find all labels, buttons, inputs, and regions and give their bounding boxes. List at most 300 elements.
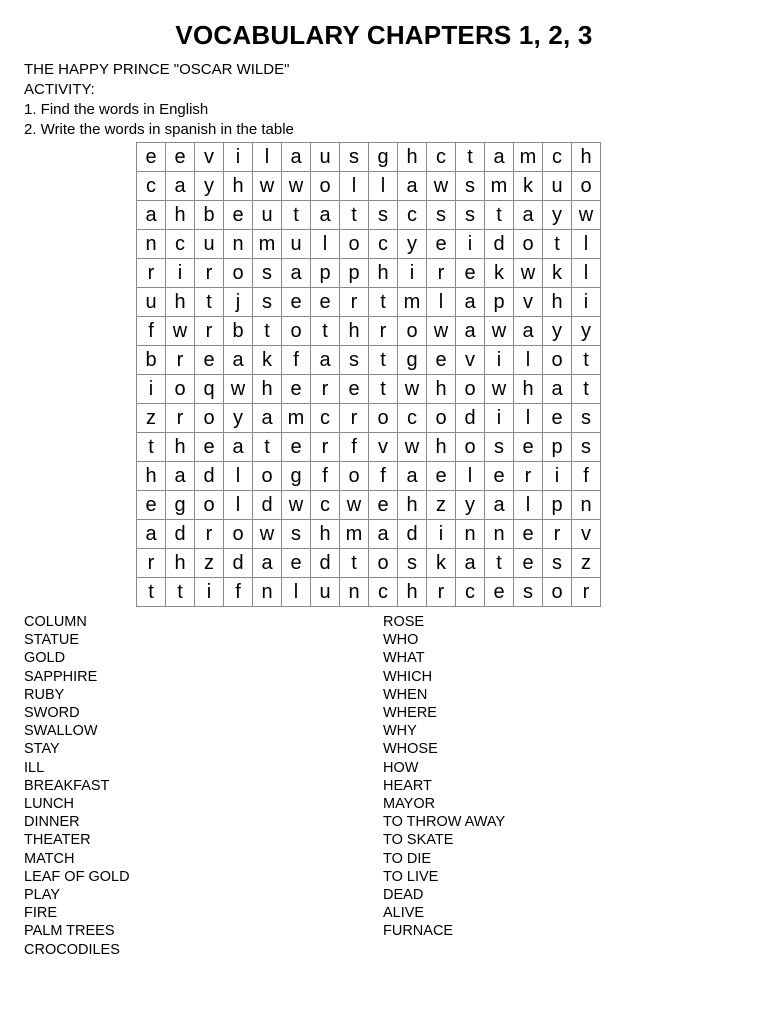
grid-cell: f (311, 462, 340, 491)
grid-cell: a (456, 288, 485, 317)
grid-cell: l (572, 259, 601, 288)
word-list-left (24, 613, 130, 959)
grid-cell: r (195, 259, 224, 288)
grid-cell: r (166, 346, 195, 375)
story-title: THE HAPPY PRINCE "OSCAR WILDE" (24, 61, 290, 78)
grid-cell: e (485, 462, 514, 491)
grid-cell: o (369, 404, 398, 433)
grid-cell: t (340, 201, 369, 230)
grid-row (137, 578, 601, 607)
grid-cell: r (166, 404, 195, 433)
vocab-word: SAPPHIRE (24, 668, 98, 685)
grid-cell: a (485, 143, 514, 172)
grid-cell: s (369, 201, 398, 230)
grid-cell: s (514, 578, 543, 607)
grid-cell: h (369, 259, 398, 288)
grid-cell: y (572, 317, 601, 346)
grid-cell: l (311, 230, 340, 259)
grid-cell: a (485, 491, 514, 520)
instruction-2: 2. Write the words in spanish in the table (24, 121, 294, 138)
grid-cell: r (340, 404, 369, 433)
vocab-word: TO THROW AWAY (383, 814, 506, 831)
vocab-word: WHAT (383, 650, 425, 667)
grid-cell: t (195, 288, 224, 317)
grid-cell: s (456, 172, 485, 201)
grid-cell: n (340, 578, 369, 607)
grid-cell: n (485, 520, 514, 549)
grid-cell: i (456, 230, 485, 259)
grid-cell: e (427, 346, 456, 375)
grid-cell: a (456, 549, 485, 578)
grid-cell: f (369, 462, 398, 491)
grid-cell: v (369, 433, 398, 462)
grid-cell: c (166, 230, 195, 259)
grid-cell: a (369, 520, 398, 549)
grid-cell: e (514, 433, 543, 462)
vocab-word: WHO (383, 632, 419, 649)
grid-cell: c (369, 578, 398, 607)
grid-cell: a (514, 317, 543, 346)
grid-cell: t (369, 288, 398, 317)
grid-cell: h (137, 462, 166, 491)
grid-cell: a (398, 462, 427, 491)
grid-cell: o (543, 578, 572, 607)
grid-cell: i (485, 346, 514, 375)
grid-cell: o (224, 259, 253, 288)
grid-row (137, 201, 601, 230)
grid-cell: k (514, 172, 543, 201)
grid-cell: s (282, 520, 311, 549)
grid-cell: a (253, 404, 282, 433)
grid-cell: s (253, 259, 282, 288)
grid-cell: t (340, 549, 369, 578)
vocab-word: LEAF OF GOLD (24, 868, 130, 885)
grid-cell: o (224, 520, 253, 549)
vocab-word: MAYOR (383, 796, 436, 813)
grid-cell: e (514, 549, 543, 578)
word-search-grid (136, 142, 601, 607)
vocab-word: COLUMN (24, 614, 87, 630)
grid-cell: t (369, 346, 398, 375)
grid-cell: r (137, 549, 166, 578)
grid-cell: l (427, 288, 456, 317)
grid-cell: z (195, 549, 224, 578)
grid-cell: l (253, 143, 282, 172)
grid-cell: a (137, 201, 166, 230)
grid-cell: s (572, 404, 601, 433)
grid-cell: s (456, 201, 485, 230)
grid-cell: k (543, 259, 572, 288)
vocab-word: HOW (383, 759, 419, 776)
grid-cell: e (195, 346, 224, 375)
grid-cell: h (224, 172, 253, 201)
grid-cell: w (282, 491, 311, 520)
grid-cell: l (514, 491, 543, 520)
grid-cell: t (137, 433, 166, 462)
grid-row (137, 288, 601, 317)
grid-cell: o (369, 549, 398, 578)
grid-cell: e (311, 288, 340, 317)
vocab-word: STAY (24, 741, 60, 758)
grid-cell: s (485, 433, 514, 462)
grid-cell: l (340, 172, 369, 201)
grid-cell: a (514, 201, 543, 230)
grid-cell: w (485, 317, 514, 346)
grid-cell: r (427, 259, 456, 288)
grid-cell: r (543, 520, 572, 549)
grid-cell: c (137, 172, 166, 201)
grid-row (137, 491, 601, 520)
grid-cell: t (253, 433, 282, 462)
grid-cell: e (369, 491, 398, 520)
vocab-word: WHY (383, 723, 417, 740)
grid-cell: w (572, 201, 601, 230)
vocab-word: WHOSE (383, 741, 438, 758)
grid-cell: o (572, 172, 601, 201)
grid-cell: w (514, 259, 543, 288)
grid-cell: e (456, 259, 485, 288)
word-list-right (383, 613, 505, 941)
grid-cell: m (398, 288, 427, 317)
activity-label: ACTIVITY: (24, 81, 95, 98)
grid-cell: a (224, 433, 253, 462)
grid-cell: t (137, 578, 166, 607)
grid-cell: s (340, 346, 369, 375)
grid-cell: c (311, 404, 340, 433)
vocab-word: FURNACE (383, 923, 454, 940)
grid-cell: a (166, 462, 195, 491)
grid-cell: w (224, 375, 253, 404)
grid-cell: o (282, 317, 311, 346)
grid-cell: h (514, 375, 543, 404)
grid-cell: e (282, 288, 311, 317)
vocab-word: SWALLOW (24, 723, 98, 740)
grid-cell: a (282, 259, 311, 288)
grid-cell: i (572, 288, 601, 317)
grid-cell: p (485, 288, 514, 317)
grid-row (137, 317, 601, 346)
grid-cell: w (340, 491, 369, 520)
grid-row (137, 433, 601, 462)
grid-cell: o (195, 404, 224, 433)
grid-cell: b (224, 317, 253, 346)
grid-cell: c (543, 143, 572, 172)
grid-cell: v (572, 520, 601, 549)
grid-cell: h (543, 288, 572, 317)
vocab-word: TO SKATE (383, 832, 454, 849)
grid-cell: o (456, 433, 485, 462)
grid-cell: r (311, 433, 340, 462)
grid-cell: w (485, 375, 514, 404)
grid-cell: o (311, 172, 340, 201)
grid-cell: u (195, 230, 224, 259)
grid-cell: t (572, 375, 601, 404)
grid-cell: p (340, 259, 369, 288)
grid-cell: d (224, 549, 253, 578)
grid-cell: p (543, 433, 572, 462)
grid-cell: g (369, 143, 398, 172)
grid-cell: k (485, 259, 514, 288)
grid-cell: n (456, 520, 485, 549)
grid-cell: m (282, 404, 311, 433)
vocab-word: LUNCH (24, 796, 74, 813)
grid-cell: d (195, 462, 224, 491)
grid-row (137, 346, 601, 375)
grid-cell: i (166, 259, 195, 288)
grid-cell: i (398, 259, 427, 288)
grid-cell: v (195, 143, 224, 172)
grid-cell: e (340, 375, 369, 404)
instruction-1: 1. Find the words in English (24, 101, 209, 118)
vocab-word: PLAY (24, 887, 61, 904)
vocab-word: ROSE (383, 614, 425, 630)
grid-cell: a (166, 172, 195, 201)
grid-cell: e (514, 520, 543, 549)
vocab-word: PALM TREES (24, 923, 115, 940)
grid-cell: y (543, 201, 572, 230)
grid-cell: h (427, 375, 456, 404)
grid-cell: t (485, 201, 514, 230)
grid-cell: z (572, 549, 601, 578)
grid-cell: t (456, 143, 485, 172)
grid-cell: w (427, 172, 456, 201)
grid-cell: d (398, 520, 427, 549)
vocab-word: CROCODILES (24, 941, 120, 958)
grid-cell: n (572, 491, 601, 520)
grid-cell: o (340, 462, 369, 491)
grid-cell: k (253, 346, 282, 375)
grid-cell: v (514, 288, 543, 317)
grid-row (137, 520, 601, 549)
grid-cell: m (253, 230, 282, 259)
vocab-word: THEATER (24, 832, 91, 849)
grid-cell: a (282, 143, 311, 172)
grid-cell: s (253, 288, 282, 317)
grid-cell: t (282, 201, 311, 230)
grid-cell: e (282, 375, 311, 404)
grid-cell: a (543, 375, 572, 404)
vocab-word: DEAD (383, 887, 424, 904)
grid-cell: l (282, 578, 311, 607)
grid-cell: o (166, 375, 195, 404)
grid-cell: e (282, 549, 311, 578)
vocab-word: DINNER (24, 814, 80, 831)
grid-cell: r (572, 578, 601, 607)
grid-cell: r (514, 462, 543, 491)
grid-cell: q (195, 375, 224, 404)
grid-cell: o (456, 375, 485, 404)
grid-cell: s (572, 433, 601, 462)
vocab-word: STATUE (24, 632, 80, 649)
grid-cell: a (253, 549, 282, 578)
grid-cell: e (137, 143, 166, 172)
grid-cell: l (224, 462, 253, 491)
grid-cell: l (572, 230, 601, 259)
grid-cell: o (398, 317, 427, 346)
grid-cell: s (398, 549, 427, 578)
grid-cell: t (543, 230, 572, 259)
vocab-word: GOLD (24, 650, 66, 667)
grid-cell: h (253, 375, 282, 404)
grid-cell: y (398, 230, 427, 259)
grid-cell: h (166, 201, 195, 230)
grid-cell: f (282, 346, 311, 375)
grid-cell: h (398, 578, 427, 607)
grid-cell: o (514, 230, 543, 259)
vocab-word: MATCH (24, 850, 75, 867)
grid-cell: w (166, 317, 195, 346)
grid-cell: p (543, 491, 572, 520)
grid-row (137, 143, 601, 172)
grid-cell: e (427, 462, 456, 491)
grid-cell: d (253, 491, 282, 520)
grid-cell: a (137, 520, 166, 549)
vocab-word: BREAKFAST (24, 777, 110, 794)
grid-cell: w (398, 375, 427, 404)
grid-row (137, 462, 601, 491)
grid-cell: o (253, 462, 282, 491)
vocab-word: FIRE (24, 905, 58, 922)
grid-cell: e (224, 201, 253, 230)
grid-cell: h (427, 433, 456, 462)
grid-cell: z (137, 404, 166, 433)
grid-cell: e (166, 143, 195, 172)
grid-cell: h (166, 433, 195, 462)
grid-cell: o (195, 491, 224, 520)
grid-cell: t (369, 375, 398, 404)
grid-cell: h (340, 317, 369, 346)
grid-cell: w (427, 317, 456, 346)
grid-cell: u (311, 143, 340, 172)
grid-cell: y (224, 404, 253, 433)
grid-cell: m (340, 520, 369, 549)
grid-cell: h (398, 491, 427, 520)
grid-cell: u (253, 201, 282, 230)
grid-cell: n (137, 230, 166, 259)
grid-cell: l (514, 404, 543, 433)
grid-cell: s (543, 549, 572, 578)
grid-cell: e (282, 433, 311, 462)
grid-cell: t (253, 317, 282, 346)
grid-cell: r (340, 288, 369, 317)
grid-cell: y (543, 317, 572, 346)
grid-cell: w (253, 520, 282, 549)
grid-cell: c (427, 143, 456, 172)
grid-cell: r (195, 317, 224, 346)
grid-cell: f (137, 317, 166, 346)
grid-cell: o (543, 346, 572, 375)
grid-cell: f (340, 433, 369, 462)
grid-cell: i (543, 462, 572, 491)
grid-cell: m (485, 172, 514, 201)
vocab-word: WHEN (383, 686, 428, 703)
grid-cell: a (456, 317, 485, 346)
grid-cell: r (195, 520, 224, 549)
grid-cell: r (427, 578, 456, 607)
grid-cell: c (311, 491, 340, 520)
grid-cell: i (224, 143, 253, 172)
vocab-word: RUBY (24, 686, 65, 703)
grid-cell: w (398, 433, 427, 462)
grid-cell: e (137, 491, 166, 520)
grid-cell: l (369, 172, 398, 201)
grid-cell: c (456, 578, 485, 607)
grid-row (137, 404, 601, 433)
grid-cell: e (543, 404, 572, 433)
grid-cell: u (311, 578, 340, 607)
grid-cell: u (543, 172, 572, 201)
grid-row (137, 230, 601, 259)
grid-cell: c (398, 201, 427, 230)
page-title: VOCABULARY CHAPTERS 1, 2, 3 (175, 20, 593, 50)
grid-cell: p (311, 259, 340, 288)
grid-cell: b (195, 201, 224, 230)
instructions (24, 60, 294, 140)
grid-cell: n (224, 230, 253, 259)
grid-cell: t (572, 346, 601, 375)
grid-cell: h (572, 143, 601, 172)
grid-cell: e (485, 578, 514, 607)
grid-cell: h (166, 288, 195, 317)
grid-cell: f (572, 462, 601, 491)
grid-cell: h (311, 520, 340, 549)
vocab-word: TO DIE (383, 850, 432, 867)
grid-row (137, 549, 601, 578)
grid-cell: d (166, 520, 195, 549)
grid-cell: c (398, 404, 427, 433)
grid-cell: t (166, 578, 195, 607)
grid-cell: y (456, 491, 485, 520)
grid-cell: s (427, 201, 456, 230)
grid-cell: t (311, 317, 340, 346)
grid-cell: l (456, 462, 485, 491)
grid-cell: g (282, 462, 311, 491)
grid-cell: u (282, 230, 311, 259)
grid-cell: a (224, 346, 253, 375)
grid-cell: e (195, 433, 224, 462)
grid-cell: o (427, 404, 456, 433)
grid-cell: j (224, 288, 253, 317)
grid-cell: a (311, 346, 340, 375)
grid-cell: k (427, 549, 456, 578)
vocab-word: ALIVE (383, 905, 425, 922)
grid-cell: w (282, 172, 311, 201)
grid-cell: h (166, 549, 195, 578)
grid-cell: a (311, 201, 340, 230)
grid-cell: m (514, 143, 543, 172)
grid-cell: f (224, 578, 253, 607)
grid-cell: w (253, 172, 282, 201)
grid-cell: r (369, 317, 398, 346)
vocab-word: SWORD (24, 705, 80, 722)
vocab-word: ILL (24, 759, 45, 776)
grid-cell: n (253, 578, 282, 607)
grid-cell: c (369, 230, 398, 259)
grid-cell: e (427, 230, 456, 259)
grid-cell: i (195, 578, 224, 607)
grid-cell: g (398, 346, 427, 375)
grid-row (137, 259, 601, 288)
grid-cell: i (427, 520, 456, 549)
vocab-word: HEART (383, 777, 432, 794)
grid-cell: i (137, 375, 166, 404)
grid-cell: t (485, 549, 514, 578)
grid-cell: r (137, 259, 166, 288)
grid-cell: s (340, 143, 369, 172)
grid-cell: o (340, 230, 369, 259)
grid-cell: z (427, 491, 456, 520)
grid-cell: b (137, 346, 166, 375)
